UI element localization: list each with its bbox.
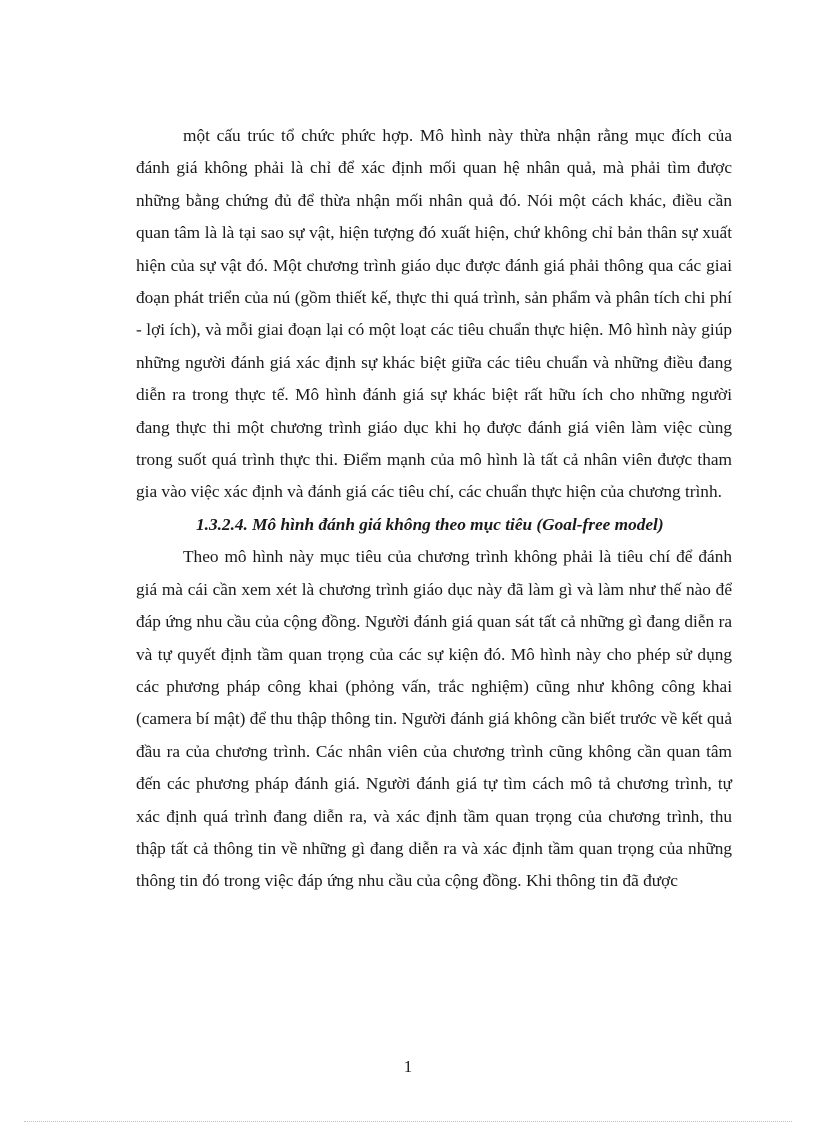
paragraph-goal-free-model: Theo mô hình này mục tiêu của chương trình không phải là tiêu chí để đánh giá mà cái cần xem xét là chương trình giáo dục này đã làm gì và làm như thế nào để đáp ứng nhu cầu của cộng đồng. Người đánh giá quan sát tất cả những gì đang diễn ra và tự quyết định tầm quan trọng của các sự kiện đó. Mô hình này cho phép sử dụng các phương pháp công khai (phỏng vấn, trắc nghiệm) cũng như không công khai (camera bí mật) để thu thập thông tin. Người đánh giá không cần biết trước về kết quả đầu ra của chương trình. Các nhân viên của chương trình cũng không cần quan tâm đến các phương pháp đánh giá. Người đánh giá tự tìm cách mô tả chương trình, tự xác định quá trình đang diễn ra, và xác định tầm quan trọng của chương trình, thu thập tất cả thông tin về những gì đang diễn ra và xác định tầm quan trọng của những thông tin đó trong việc đáp ứng nhu cầu của cộng đồng. Khi thông tin đã được: [136, 547, 732, 891]
section-heading: 1.3.2.4. Mô hình đánh giá không theo mục tiêu (Goal-free model): [196, 514, 664, 534]
paragraph-discrepancy-model: một cấu trúc tổ chức phức hợp. Mô hình này thừa nhận rằng mục đích của đánh giá không phải là chỉ để xác định mối quan hệ nhân quả, mà phải tìm được những bằng chứng đủ để thừa nhận mối nhân quả đó. Nói một cách khác, điều cần quan tâm là là tại sao sự vật, hiện tượng đó xuất hiện, chứ không chỉ bản thân sự xuất hiện của sự vật đó. Một chương trình giáo dục được đánh giá phải thông qua các giai đoạn phát triển của nú (gồm thiết kế, thực thi quá trình, sản phẩm và phân tích chi phí - lợi ích), và mỗi giai đoạn lại có một loạt các tiêu chuẩn thực hiện. Mô hình này giúp những người đánh giá xác định sự khác biệt giữa các tiêu chuẩn và những điều đang diễn ra trong thực tế. Mô hình đánh giá sự khác biệt rất hữu ích cho những người đang thực thi một chương trình giáo dục khi họ được đánh giá viên làm việc cùng trong suốt quá trình thực thi. Điểm mạnh của mô hình là tất cả nhân viên được tham gia vào việc xác định và đánh giá các tiêu chí, các chuẩn thực hiện của chương trình.: [136, 126, 732, 502]
body-text: [136, 120, 732, 898]
page-number: 1: [403, 1057, 413, 1076]
page-boundary: [24, 1121, 792, 1122]
